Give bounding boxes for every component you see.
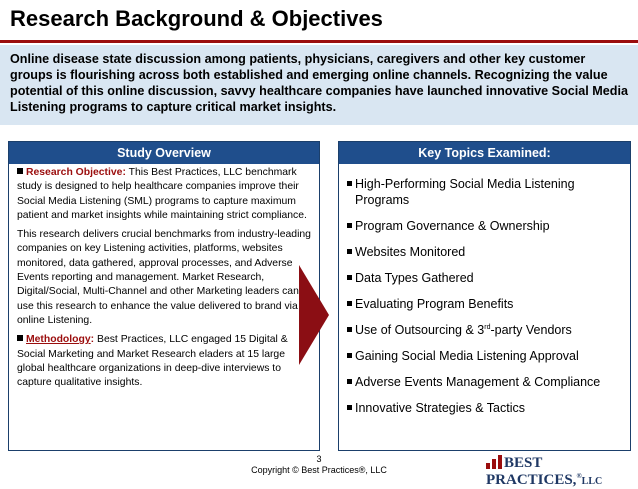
slide-title: Research Background & Objectives [10, 6, 383, 31]
study-description: This research delivers crucial benchmarks from industry-leading companies on key Listening activities, platforms, websites monitored, data gathered, approval processes, and Adverse Events reporting and management. Market Research, Digital/Social, Multi-Channel and other Marketing leaders can use this research to enhance the value delivered to brand via online Listening. [17, 229, 311, 326]
topic-item [347, 244, 622, 260]
topic-item [347, 400, 622, 416]
methodology-label: Methodology [26, 334, 91, 346]
key-topics-header: Key Topics Examined: [339, 142, 630, 164]
topic-label-prefix: Use of Outsourcing & 3 [355, 323, 485, 337]
methodology-colon: : [90, 334, 95, 346]
square-bullet-icon [347, 275, 352, 280]
topic-label: Adverse Events Management & Compliance [355, 375, 601, 389]
square-bullet-icon [347, 181, 352, 186]
topic-label: Evaluating Program Benefits [355, 297, 514, 311]
logo-text: BEST PRACTICES, [486, 455, 577, 488]
topic-label: High-Performing Social Media Listening Programs [355, 177, 575, 207]
square-bullet-icon [347, 223, 352, 228]
square-bullet-icon [347, 301, 352, 306]
key-topics-panel [338, 141, 631, 451]
square-bullet-icon [17, 168, 23, 174]
logo-suffix: LLC [581, 476, 603, 487]
square-bullet-icon [347, 327, 352, 332]
copyright: Copyright © Best Practices®, LLC [251, 465, 387, 475]
square-bullet-icon [347, 379, 352, 384]
topic-label: Websites Monitored [355, 245, 466, 259]
key-topics-list [339, 164, 630, 416]
research-objective-colon: : [122, 167, 126, 178]
methodology-text: Best Practices, LLC engaged 15 Digital & Social Marketing and Market Research eladers at 15 large global healthcare organizations in deep-dive interviews to capture qualitative insights. [17, 334, 288, 389]
square-bullet-icon [347, 249, 352, 254]
page-number: 3 [316, 454, 322, 464]
topic-label-superscript: rd [484, 323, 491, 331]
square-bullet-icon [17, 335, 23, 341]
research-objective-paragraph [17, 166, 311, 223]
topic-item [347, 348, 622, 364]
arrow-right-icon [299, 265, 329, 365]
best-practices-logo [486, 455, 638, 489]
topic-label: Gaining Social Media Listening Approval [355, 349, 579, 363]
topic-label-suffix: -party Vendors [490, 323, 572, 337]
study-overview-body [9, 164, 319, 390]
topic-item [347, 374, 622, 390]
topic-item [347, 270, 622, 286]
topic-label: Data Types Gathered [355, 271, 474, 285]
logo-mark-icon [486, 455, 502, 469]
square-bullet-icon [347, 405, 352, 410]
study-overview-header: Study Overview [9, 142, 319, 164]
square-bullet-icon [347, 353, 352, 358]
topic-item [347, 296, 622, 312]
topic-item [347, 218, 622, 234]
topic-label: Program Governance & Ownership [355, 219, 550, 233]
topic-label: Innovative Strategies & Tactics [355, 401, 525, 415]
research-objective-label: Research Objective [26, 167, 123, 178]
research-objective-text: This Best Practices, LLC benchmark study is designed to help healthcare companies improve their Social Media Listening (SML) programs to capture maximum patient and market insights while maintaining strict compliance. [17, 167, 307, 221]
topic-item [347, 322, 622, 338]
intro-banner: Online disease state discussion among patients, physicians, caregivers and other key customer groups is flourishing across both established and emerging online channels. Recognizing the value potential of this online discussion, savvy healthcare companies have launched innovative Social Media Listening programs to capture critical market insights. [0, 45, 638, 125]
methodology-paragraph [17, 333, 311, 390]
logo-registered: ® [576, 472, 582, 480]
title-divider [0, 40, 638, 43]
topic-item [347, 176, 622, 208]
study-overview-panel [8, 141, 320, 451]
